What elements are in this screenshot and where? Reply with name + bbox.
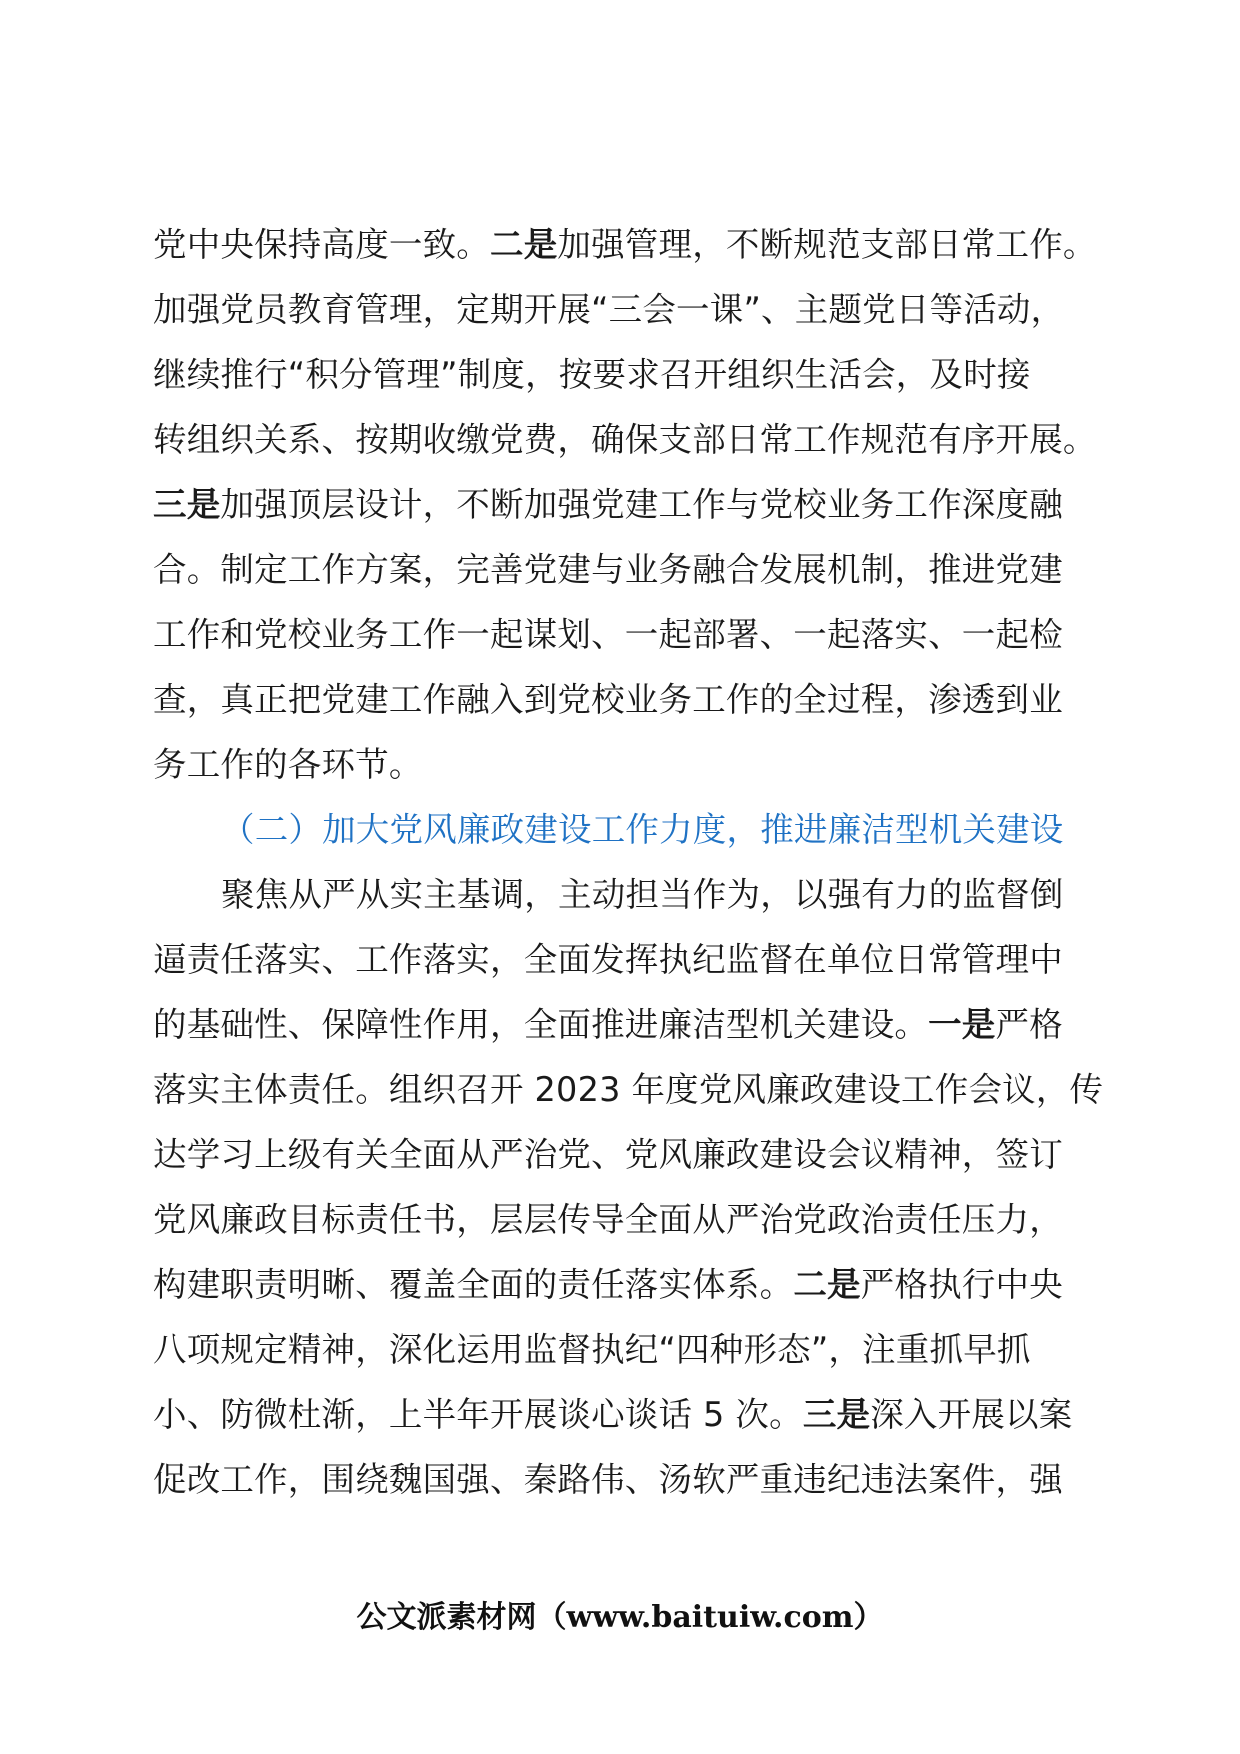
body-line	[153, 992, 1093, 1057]
bold-marker: 三是	[153, 485, 221, 524]
text-run: 的基础性、保障性作用，全面推进廉洁型机关建设。	[153, 1005, 929, 1044]
body-line	[153, 1122, 1093, 1187]
text-run: 逼责任落实、工作落实，全面发挥执纪监督在单位日常管理中	[153, 940, 1063, 979]
body-line	[153, 1317, 1093, 1382]
text-run: 党中央保持高度一致。	[153, 225, 490, 264]
footer-watermark: 公文派素材网（www.baituiw.com）	[356, 1600, 884, 1635]
text-run: 转组织关系、按期收缴党费，确保支部日常工作规范有序开展。	[153, 420, 1097, 459]
bold-marker: 三是	[802, 1395, 871, 1434]
text-run: 务工作的各环节。	[153, 745, 423, 784]
body-line	[153, 212, 1097, 277]
text-run: 合。制定工作方案，完善党建与业务融合发展机制，推进党建	[153, 550, 1063, 589]
body-line	[153, 342, 1093, 407]
text-run: 深入开展以案	[870, 1395, 1073, 1434]
text-run: 构建职责明晰、覆盖全面的责任落实体系。	[153, 1265, 794, 1304]
body-line	[153, 407, 1097, 472]
bold-marker: 一是	[928, 1005, 996, 1044]
section-heading	[153, 797, 1093, 862]
document-body	[153, 212, 1104, 1512]
text-run: 落实主体责任。组织召开 2023 年度党风廉政建设工作会议，传	[153, 1070, 1104, 1109]
text-run: 小、防微杜渐，上半年开展谈心谈话 5 次。	[153, 1395, 803, 1434]
body-line	[153, 472, 1093, 537]
body-line	[153, 927, 1093, 992]
text-run: 查，真正把党建工作融入到党校业务工作的全过程，渗透到业	[153, 680, 1063, 719]
text-run: 促改工作，围绕魏国强、秦路伟、汤软严重违纪违法案件，强	[153, 1460, 1063, 1499]
body-line	[153, 1252, 1093, 1317]
body-line	[153, 732, 1093, 797]
text-run: 八项规定精神，深化运用监督执纪“四种形态”，注重抓早抓	[153, 1330, 1031, 1369]
body-line	[153, 1057, 1104, 1122]
body-line	[153, 862, 1093, 927]
body-line	[153, 1447, 1093, 1512]
text-run: 聚焦从严从实主基调，主动担当作为，以强有力的监督倒	[221, 875, 1064, 914]
text-run: 加强管理，不断规范支部日常工作。	[557, 225, 1097, 264]
bold-marker: 二是	[793, 1265, 861, 1304]
text-run: 加强顶层设计，不断加强党建工作与党校业务工作深度融	[220, 485, 1063, 524]
text-run: 加强党员教育管理，定期开展“三会一课”、主题党日等活动，	[153, 290, 1065, 329]
bold-marker: 二是	[490, 225, 558, 264]
body-line	[153, 602, 1093, 667]
body-line	[153, 1382, 1093, 1447]
text-run: 严格执行中央	[860, 1265, 1063, 1304]
body-line	[153, 537, 1093, 602]
text-run: 工作和党校业务工作一起谋划、一起部署、一起落实、一起检	[153, 615, 1063, 654]
body-line	[153, 1187, 1093, 1252]
body-line	[153, 667, 1093, 732]
text-run: 严格	[995, 1005, 1063, 1044]
text-run: 党风廉政目标责任书，层层传导全面从严治党政治责任压力，	[153, 1200, 1063, 1239]
text-run: 达学习上级有关全面从严治党、党风廉政建设会议精神，签订	[153, 1135, 1063, 1174]
heading-text: （二）加大党风廉政建设工作力度，推进廉洁型机关建设	[221, 810, 1064, 849]
body-line	[153, 277, 1093, 342]
text-run: 继续推行“积分管理”制度，按要求召开组织生活会，及时接	[153, 355, 1031, 394]
